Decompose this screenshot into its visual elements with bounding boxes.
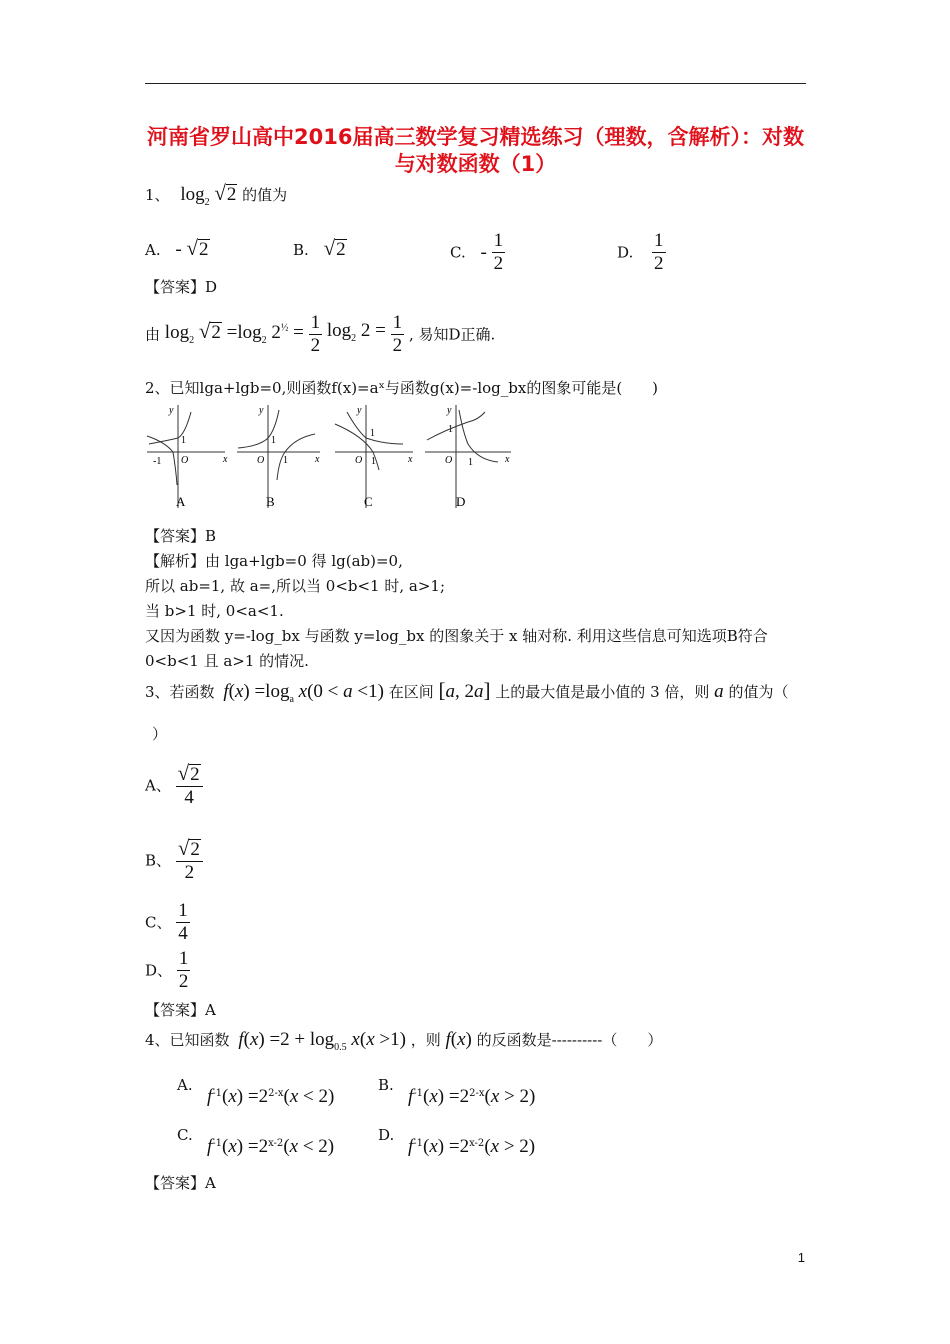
q3-stem: 3、若函数 $f(x) =\log_a$ x(0 < a <1) 在区间 [a, 2a] 上的最大值是最小值的 3 倍，则 a 的值为（ [145,678,789,705]
q3-option-a: A、 $\frac{√2}{4}$ [145,762,203,809]
svg-text:-1: -1 [153,456,162,467]
svg-text:O: O [181,455,189,466]
svg-text:O: O [355,455,363,466]
q2-graph-c [335,405,413,508]
q2-explanation-line-4: 又因为函数 y=-log_bx 与函数 y=log_bx 的图象关于 x 轴对称. 利用这些信息可知选项B符合 [145,627,768,645]
svg-text:y: y [357,405,362,416]
q2-graphs [145,400,515,512]
q2-graph-label-d: D [456,494,466,509]
q4-option-c: $f^{-1}(x) =2^{x-2}(x < 2)$ [207,1136,335,1157]
q2-graph-d [425,405,511,508]
q2-graph-label-c: C [364,494,373,509]
q1-stem-tail: 的值为 [242,186,288,204]
svg-text:1: 1 [370,428,375,439]
q1-explanation: 由 $\log_2 √2 =\log_2$ $2^{\frac{1}{2}}$ = $\frac{1}{2}$ $\log_2 2$ = $\frac{1}{2}$ , 易知D正确. [145,312,496,356]
svg-text:1: 1 [468,457,473,468]
q2-graph-label-a: A [176,494,186,509]
svg-text:1: 1 [181,435,186,446]
svg-text:x: x [223,454,228,465]
q1-stem [145,183,287,213]
q1-option-b-label: B. [293,241,309,259]
q3-function: f [223,681,229,702]
q3-option-b: B、 $\frac{√2}{2}$ [145,837,203,884]
q4-option-b-label: B. [378,1076,394,1094]
page-number: 1 [797,1250,805,1265]
q4-stem: 4、已知函数 $f(x) =2 + \log_{0.5} x(x >1)$ ，则 f(x) 的反函数是----------（ ） [145,1029,663,1053]
q2-graph-a [147,405,228,508]
svg-text:1: 1 [448,424,453,435]
q3-answer: 【答案】A [145,1001,216,1019]
svg-text:1: 1 [371,456,376,467]
q3-stem-tail: 上的最大值是最小值的 3 倍，则 [495,683,710,701]
q4-option-a-label: A. [177,1076,193,1094]
q2-explanation-line-2: 所以 ab=1, 故 a=,所以当 0<b<1 时, a>1; [145,577,446,595]
svg-text:x: x [505,454,510,465]
svg-text:O: O [445,455,453,466]
svg-text:y: y [169,405,174,416]
q1-option-c-label: C. [450,243,466,262]
q3-option-c-label: C、 [145,913,172,932]
svg-text:y: y [447,405,452,416]
svg-text:y: y [259,405,264,416]
q4-option-c-label: C. [177,1126,193,1144]
page-title: 河南省罗山高中2016届高三数学复习精选练习（理数，含解析）：对数与对数函数（1） [147,125,804,176]
q4-number: 4、已知函数 [145,1031,230,1049]
q1-option-d: D. $\frac{1}{2}$ [617,230,664,274]
svg-text:1: 1 [271,435,276,446]
q3-stem-close: ） [152,725,168,743]
q1-option-c: C. - $\frac{1}{2}$ [450,230,504,274]
q2-explanation-line-5: 0<b<1 且 a>1 的情况. [145,652,309,670]
q3-number: 3、若函数 [145,683,215,701]
q1-option-a-label: A. [145,241,161,259]
q1-expression: $\log_2 √2$ [180,181,237,208]
svg-text:x: x [408,454,413,465]
svg-text:O: O [257,455,265,466]
q4-mid-text: ，则 [410,1031,441,1049]
q3-option-a-label: A、 [145,776,171,795]
q3-option-c: C、 $\frac{1}{4}$ [145,900,188,944]
q3-option-d-label: D、 [145,961,173,980]
q2-explanation-line-1: 【解析】由 lga+lgb=0 得 lg(ab)=0, [145,552,403,570]
q4-answer: 【答案】A [145,1174,216,1192]
q2-graph-b [237,405,320,508]
q1-explanation-prefix: 由 [145,325,161,344]
q3-stem-tail-2: 的值为（ [728,683,789,701]
svg-text:x: x [315,454,320,465]
q2-stem: 2、已知lga+lgb=0,则函数f(x)=aˣ与函数g(x)=-log_bx的图象可能是( ) [145,379,659,397]
q3-interval-text: 在区间 [388,683,434,701]
q3-option-d: D、 $\frac{1}{2}$ [145,948,189,992]
q2-graph-label-b: B [266,494,275,509]
q1-number: 1、 [145,186,170,204]
svg-text:1: 1 [283,455,288,466]
q1-explanation-tail: , 易知D正确. [408,325,496,344]
header-rule [145,83,806,84]
q2-answer: 【答案】B [145,527,217,545]
q1-option-a: A. - √2 [145,236,209,260]
q4-option-b: $f^{-1}(x) =2^{2-x}(x > 2)$ [408,1086,536,1107]
q1-answer: 【答案】D [145,278,218,296]
q4-stem-tail: 的反函数是----------（ ） [476,1031,663,1049]
q3-option-b-label: B、 [145,851,172,870]
q4-option-d: $f^{-1}(x) =2^{x-2}(x > 2)$ [408,1136,536,1157]
q1-option-d-label: D. [617,243,634,262]
q4-option-a: $f^{-1}(x) =2^{2-x}(x < 2)$ [207,1086,335,1107]
q2-explanation-line-3: 当 b>1 时, 0<a<1. [145,602,284,620]
q4-option-d-label: D. [378,1126,395,1144]
q1-option-b: B. √2 [293,236,346,260]
